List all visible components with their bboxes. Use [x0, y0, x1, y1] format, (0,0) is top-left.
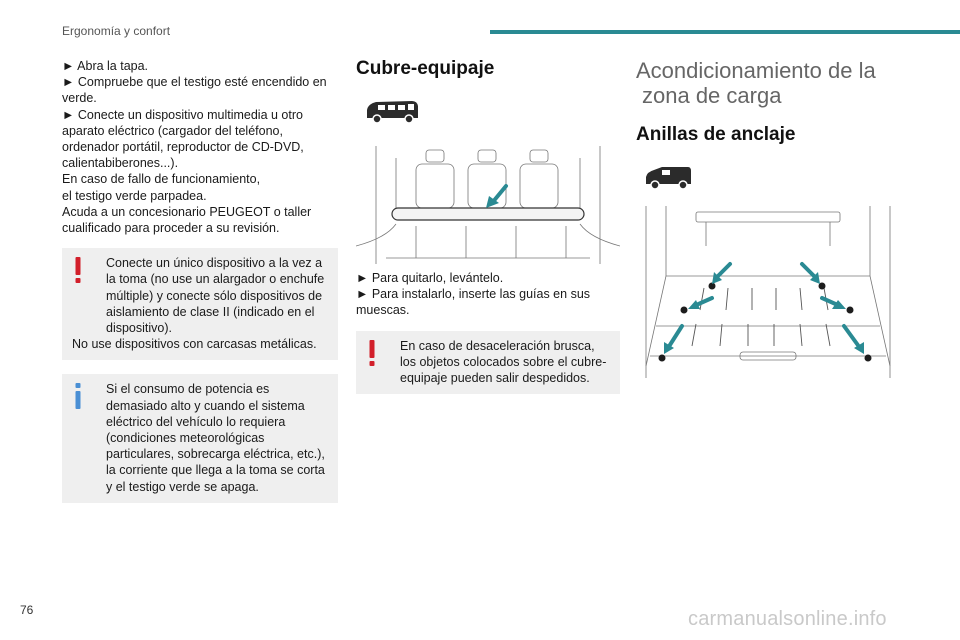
heading-load-area-line1: Acondicionamiento de la	[636, 58, 876, 83]
vehicle-van-icon	[364, 98, 420, 126]
heading-load-area-line2: zona de carga	[642, 83, 782, 108]
dealer-line: Acuda a un concesionario PEUGEOT o taller cualificado para proceder a su revisión.	[62, 204, 312, 236]
warning-text: Conecte un único dispositivo a la vez a la toma (no use un alargador o enchufe múltiple) y conecte sólo dispositivos de aislamiento de clase II (indicado en el dispositivo).	[106, 256, 325, 336]
heading-load-area	[636, 58, 900, 108]
watermark: carmanualsonline.info	[688, 608, 887, 630]
heading-cubre-equipaje: Cubre-equipaje	[356, 58, 495, 79]
section-title: Ergonomía y confort	[62, 24, 171, 38]
column-3	[636, 58, 900, 378]
info-text: Si el consumo de potencia es demasiado alto y cuando el sistema eléctrico del vehículo lo requiera (condiciones meteorológicas particulares, sobrecarga eléctrica, etc.), la corriente que llega a la toma se corta y el testigo verde se apaga.	[106, 382, 325, 494]
warning-exclamation-icon	[366, 339, 378, 367]
info-icon	[72, 382, 84, 410]
step-install-cover: ► Para instalarlo, inserte las guías en sus muescas.	[356, 287, 591, 318]
page-number: 76	[20, 603, 34, 617]
cover-warning-text: En caso de desaceleración brusca, los objetos colocados sobre el cubre-equipaje pueden salir despedidos.	[400, 338, 607, 386]
malfunction-line: En caso de fallo de funcionamiento,	[62, 172, 261, 187]
step-check-light: ► Compruebe que el testigo esté encendido en verde.	[62, 75, 327, 106]
blink-line: el testigo verde parpadea.	[62, 188, 207, 203]
step-connect-device: ► Conecte un dispositivo multimedia u otro aparato eléctrico (cargador del teléfono, ordenador portátil, reproductor de CD-DVD, calientabiberones...).	[62, 107, 304, 171]
column-2	[356, 58, 620, 394]
warning-exclamation-icon	[72, 256, 84, 284]
heading-anchor-rings: Anillas de anclaje	[636, 124, 796, 145]
cover-instructions	[356, 270, 620, 319]
instructions-text	[62, 58, 338, 236]
column-1	[62, 58, 338, 503]
info-box	[62, 374, 338, 502]
step-remove-cover: ► Para quitarlo, levántelo.	[356, 271, 504, 285]
header-accent-bar	[490, 30, 960, 34]
load-floor-illustration	[636, 206, 900, 378]
step-open-lid: ► Abra la tapa.	[62, 59, 149, 73]
luggage-cover-illustration	[356, 146, 620, 264]
utility-van-icon	[644, 164, 692, 192]
cover-warning-box	[356, 331, 620, 395]
warning-box	[62, 248, 338, 360]
warning-text-2: No use dispositivos con carcasas metálicas.	[72, 337, 317, 352]
